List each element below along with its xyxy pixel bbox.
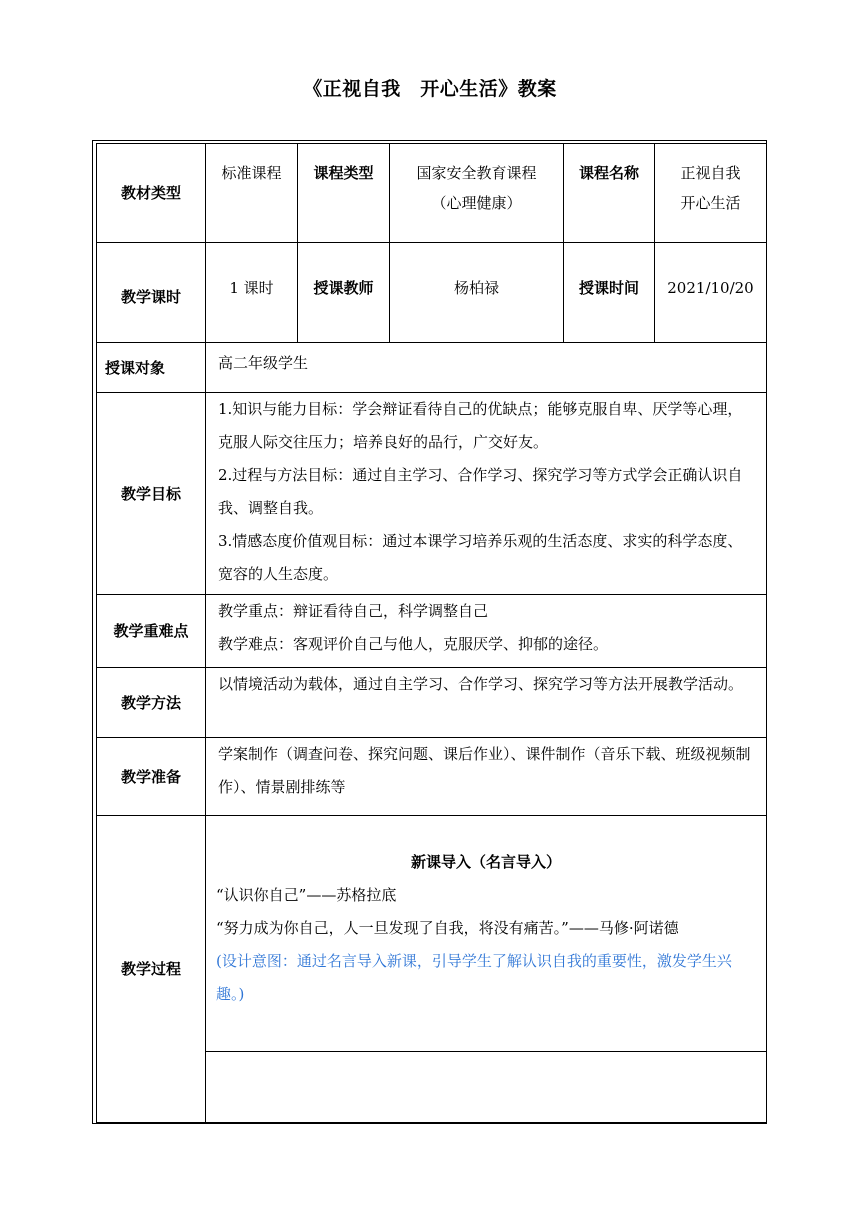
key-points-value [206, 595, 767, 668]
preparation-label: 教学准备 [97, 738, 206, 816]
quote-socrates: “认识你自己”——苏格拉底 [216, 886, 397, 904]
course-name-line-1: 正视自我 [680, 164, 741, 182]
objectives-label: 教学目标 [97, 393, 206, 595]
teaching-time-value: 2021/10/20 [655, 243, 767, 343]
teaching-time-label: 授课时间 [564, 243, 655, 343]
process-intro-section [206, 816, 766, 1052]
table-row [97, 668, 767, 738]
table-row [97, 343, 767, 393]
process-empty-section [206, 1052, 766, 1122]
process-label: 教学过程 [97, 816, 206, 1123]
key-points-label: 教学重难点 [97, 595, 206, 668]
objective-item-3: 3.情感态度价值观目标：通过本课学习培养乐观的生活态度、求实的科学态度、宽容的人生态度。 [218, 532, 743, 583]
teacher-value: 杨柏禄 [390, 243, 564, 343]
course-type-line-1: 国家安全教育课程 [416, 164, 537, 182]
quote-arnold: “努力成为你自己，人一旦发现了自我，将没有痛苦。”——马修·阿诺德 [216, 919, 679, 937]
objective-item-2: 2.过程与方法目标：通过自主学习、合作学习、探究学习等方式学会正确认识自我、调整自我。 [218, 466, 743, 517]
target-label: 授课对象 [97, 343, 206, 393]
course-type-line-2: （心理健康） [431, 194, 522, 212]
objective-item-1: 1.知识与能力目标：学会辩证看待自己的优缺点；能够克服自卑、厌学等心理，克服人际交往压力；培养良好的品行，广交好友。 [218, 400, 743, 451]
teacher-label: 授课教师 [298, 243, 390, 343]
objectives-value [206, 393, 767, 595]
course-name-value [655, 144, 767, 243]
table-row [97, 738, 767, 816]
lesson-plan-table [96, 143, 767, 1123]
methods-label: 教学方法 [97, 668, 206, 738]
course-type-label: 课程类型 [298, 144, 390, 243]
methods-value: 以情境活动为载体，通过自主学习、合作学习、探究学习等方法开展教学活动。 [206, 668, 767, 738]
key-point-item-2: 教学难点：客观评价自己与他人，克服厌学、抑郁的途径。 [218, 635, 609, 653]
course-type-value [390, 144, 564, 243]
course-name-line-2: 开心生活 [680, 194, 741, 212]
preparation-value: 学案制作（调查问卷、探究问题、课后作业）、课件制作（音乐下载、班级视频制作）、情景剧排练等 [206, 738, 767, 816]
table-row [97, 393, 767, 595]
table-row [97, 595, 767, 668]
class-hours-value: 1 课时 [206, 243, 298, 343]
target-value: 高二年级学生 [206, 343, 767, 393]
class-hours-label: 教学课时 [97, 243, 206, 343]
course-name-label: 课程名称 [564, 144, 655, 243]
table-row [97, 144, 767, 243]
material-type-value: 标准课程 [206, 144, 298, 243]
table-row [97, 816, 767, 1123]
key-point-item-1: 教学重点：辩证看待自己，科学调整自己 [218, 602, 489, 620]
table-row [97, 243, 767, 343]
design-intent-note: (设计意图：通过名言导入新课，引导学生了解认识自我的重要性，激发学生兴趣。) [216, 952, 732, 1003]
process-section-title: 新课导入（名言导入） [410, 853, 561, 871]
process-value [206, 816, 767, 1123]
material-type-label: 教材类型 [97, 144, 206, 243]
document-title: 《正视自我 开心生活》教案 [303, 78, 557, 100]
